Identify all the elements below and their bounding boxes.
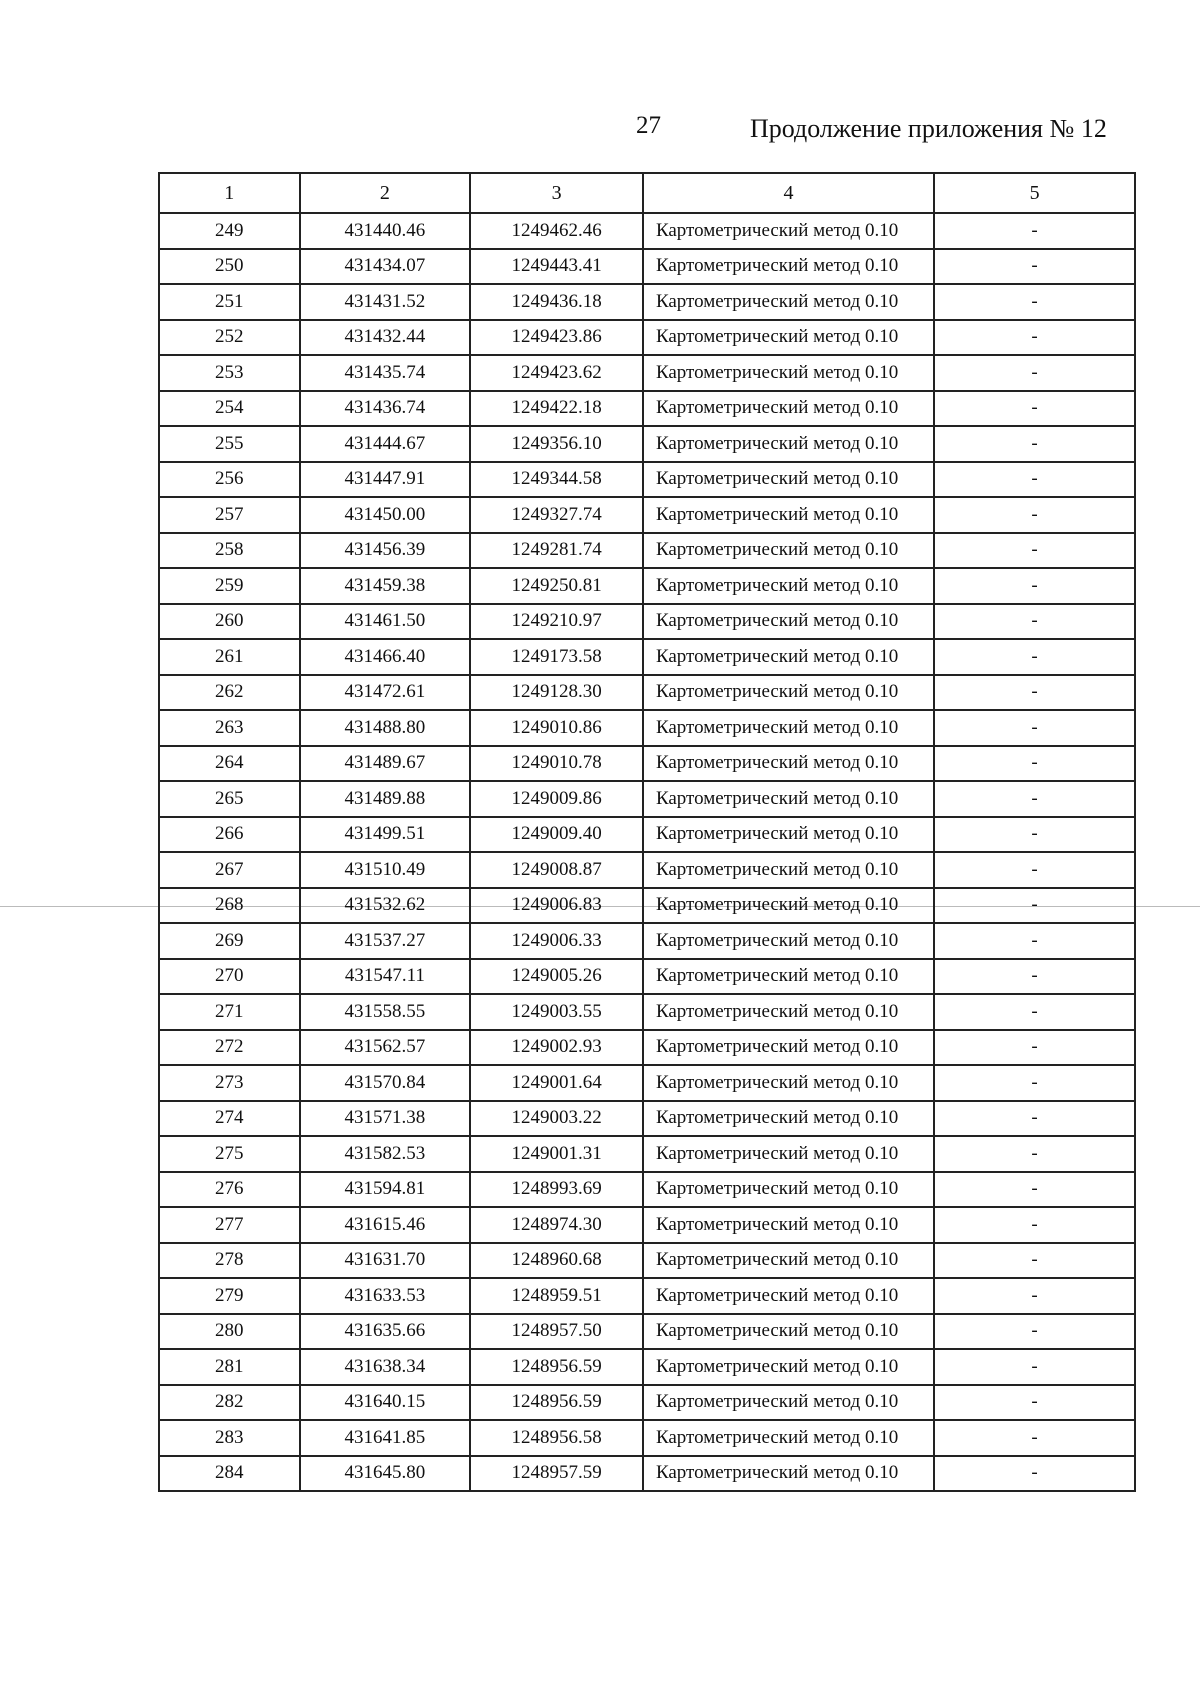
method-cell: Картометрический метод 0.10: [643, 426, 934, 462]
y-coordinate-cell: 1249006.33: [470, 923, 643, 959]
y-coordinate-cell: 1249281.74: [470, 533, 643, 569]
table-row: [159, 1207, 1135, 1243]
y-coordinate-cell: 1248960.68: [470, 1243, 643, 1279]
y-coordinate-cell: 1249005.26: [470, 959, 643, 995]
point-number-cell: 264: [159, 746, 300, 782]
table-row: [159, 1278, 1135, 1314]
note-cell: -: [934, 959, 1135, 995]
x-coordinate-cell: 431489.67: [300, 746, 471, 782]
method-cell: Картометрический метод 0.10: [643, 1030, 934, 1066]
point-number-cell: 270: [159, 959, 300, 995]
x-coordinate-cell: 431570.84: [300, 1065, 471, 1101]
method-cell: Картометрический метод 0.10: [643, 746, 934, 782]
method-cell: Картометрический метод 0.10: [643, 1420, 934, 1456]
x-coordinate-cell: 431472.61: [300, 675, 471, 711]
x-coordinate-cell: 431488.80: [300, 710, 471, 746]
point-number-cell: 250: [159, 249, 300, 285]
point-number-cell: 280: [159, 1314, 300, 1350]
x-coordinate-cell: 431459.38: [300, 568, 471, 604]
y-coordinate-cell: 1249210.97: [470, 604, 643, 640]
note-cell: -: [934, 1172, 1135, 1208]
note-cell: -: [934, 1207, 1135, 1243]
note-cell: -: [934, 284, 1135, 320]
table-row: [159, 213, 1135, 249]
point-number-cell: 249: [159, 213, 300, 249]
table-row: [159, 639, 1135, 675]
y-coordinate-cell: 1249003.22: [470, 1101, 643, 1137]
method-cell: Картометрический метод 0.10: [643, 1456, 934, 1492]
table-row: [159, 497, 1135, 533]
y-coordinate-cell: 1248957.59: [470, 1456, 643, 1492]
table-row: [159, 675, 1135, 711]
column-header: 1: [159, 173, 300, 213]
method-cell: Картометрический метод 0.10: [643, 852, 934, 888]
x-coordinate-cell: 431456.39: [300, 533, 471, 569]
x-coordinate-cell: 431434.07: [300, 249, 471, 285]
point-number-cell: 259: [159, 568, 300, 604]
point-number-cell: 281: [159, 1349, 300, 1385]
method-cell: Картометрический метод 0.10: [643, 710, 934, 746]
x-coordinate-cell: 431447.91: [300, 462, 471, 498]
point-number-cell: 267: [159, 852, 300, 888]
x-coordinate-cell: 431558.55: [300, 994, 471, 1030]
column-header: 5: [934, 173, 1135, 213]
y-coordinate-cell: 1249006.83: [470, 888, 643, 924]
table-row: [159, 320, 1135, 356]
appendix-title: Продолжение приложения № 12: [750, 114, 1107, 143]
y-coordinate-cell: 1249462.46: [470, 213, 643, 249]
y-coordinate-cell: 1249008.87: [470, 852, 643, 888]
table-row: [159, 1420, 1135, 1456]
x-coordinate-cell: 431432.44: [300, 320, 471, 356]
point-number-cell: 251: [159, 284, 300, 320]
note-cell: -: [934, 462, 1135, 498]
y-coordinate-cell: 1248956.59: [470, 1349, 643, 1385]
x-coordinate-cell: 431436.74: [300, 391, 471, 427]
x-coordinate-cell: 431641.85: [300, 1420, 471, 1456]
table-row: [159, 604, 1135, 640]
method-cell: Картометрический метод 0.10: [643, 1385, 934, 1421]
point-number-cell: 277: [159, 1207, 300, 1243]
x-coordinate-cell: 431435.74: [300, 355, 471, 391]
point-number-cell: 275: [159, 1136, 300, 1172]
y-coordinate-cell: 1248959.51: [470, 1278, 643, 1314]
note-cell: -: [934, 533, 1135, 569]
x-coordinate-cell: 431582.53: [300, 1136, 471, 1172]
note-cell: -: [934, 1278, 1135, 1314]
method-cell: Картометрический метод 0.10: [643, 888, 934, 924]
point-number-cell: 272: [159, 1030, 300, 1066]
table-row: [159, 710, 1135, 746]
method-cell: Картометрический метод 0.10: [643, 923, 934, 959]
method-cell: Картометрический метод 0.10: [643, 249, 934, 285]
table-row: [159, 1243, 1135, 1279]
table-row: [159, 1456, 1135, 1492]
point-number-cell: 282: [159, 1385, 300, 1421]
method-cell: Картометрический метод 0.10: [643, 1278, 934, 1314]
method-cell: Картометрический метод 0.10: [643, 675, 934, 711]
note-cell: -: [934, 320, 1135, 356]
column-header: 3: [470, 173, 643, 213]
method-cell: Картометрический метод 0.10: [643, 1172, 934, 1208]
method-cell: Картометрический метод 0.10: [643, 568, 934, 604]
table-body: [159, 213, 1135, 1491]
x-coordinate-cell: 431547.11: [300, 959, 471, 995]
note-cell: -: [934, 604, 1135, 640]
method-cell: Картометрический метод 0.10: [643, 1314, 934, 1350]
method-cell: Картометрический метод 0.10: [643, 320, 934, 356]
note-cell: -: [934, 1030, 1135, 1066]
method-cell: Картометрический метод 0.10: [643, 781, 934, 817]
x-coordinate-cell: 431571.38: [300, 1101, 471, 1137]
table-row: [159, 284, 1135, 320]
note-cell: -: [934, 1314, 1135, 1350]
x-coordinate-cell: 431640.15: [300, 1385, 471, 1421]
page-number: 27: [636, 112, 661, 139]
note-cell: -: [934, 923, 1135, 959]
method-cell: Картометрический метод 0.10: [643, 284, 934, 320]
x-coordinate-cell: 431461.50: [300, 604, 471, 640]
x-coordinate-cell: 431635.66: [300, 1314, 471, 1350]
x-coordinate-cell: 431510.49: [300, 852, 471, 888]
method-cell: Картометрический метод 0.10: [643, 994, 934, 1030]
x-coordinate-cell: 431450.00: [300, 497, 471, 533]
point-number-cell: 276: [159, 1172, 300, 1208]
point-number-cell: 278: [159, 1243, 300, 1279]
note-cell: -: [934, 249, 1135, 285]
note-cell: -: [934, 852, 1135, 888]
point-number-cell: 253: [159, 355, 300, 391]
point-number-cell: 254: [159, 391, 300, 427]
point-number-cell: 279: [159, 1278, 300, 1314]
point-number-cell: 263: [159, 710, 300, 746]
note-cell: -: [934, 213, 1135, 249]
note-cell: -: [934, 568, 1135, 604]
method-cell: Картометрический метод 0.10: [643, 1065, 934, 1101]
table-row: [159, 1136, 1135, 1172]
note-cell: -: [934, 781, 1135, 817]
table-row: [159, 923, 1135, 959]
table-row: [159, 1349, 1135, 1385]
method-cell: Картометрический метод 0.10: [643, 639, 934, 675]
point-number-cell: 271: [159, 994, 300, 1030]
x-coordinate-cell: 431631.70: [300, 1243, 471, 1279]
y-coordinate-cell: 1249250.81: [470, 568, 643, 604]
point-number-cell: 266: [159, 817, 300, 853]
note-cell: -: [934, 746, 1135, 782]
method-cell: Картометрический метод 0.10: [643, 213, 934, 249]
point-number-cell: 265: [159, 781, 300, 817]
note-cell: -: [934, 1243, 1135, 1279]
y-coordinate-cell: 1249009.40: [470, 817, 643, 853]
x-coordinate-cell: 431638.34: [300, 1349, 471, 1385]
note-cell: -: [934, 1456, 1135, 1492]
x-coordinate-cell: 431562.57: [300, 1030, 471, 1066]
note-cell: -: [934, 497, 1135, 533]
x-coordinate-cell: 431489.88: [300, 781, 471, 817]
column-header: 2: [300, 173, 471, 213]
y-coordinate-cell: 1249001.64: [470, 1065, 643, 1101]
table-row: [159, 1030, 1135, 1066]
y-coordinate-cell: 1248957.50: [470, 1314, 643, 1350]
x-coordinate-cell: 431431.52: [300, 284, 471, 320]
note-cell: -: [934, 710, 1135, 746]
note-cell: -: [934, 1065, 1135, 1101]
table-row: [159, 1385, 1135, 1421]
y-coordinate-cell: 1249001.31: [470, 1136, 643, 1172]
table-row: [159, 1101, 1135, 1137]
method-cell: Картометрический метод 0.10: [643, 959, 934, 995]
y-coordinate-cell: 1249003.55: [470, 994, 643, 1030]
table-row: [159, 355, 1135, 391]
point-number-cell: 268: [159, 888, 300, 924]
table-row: [159, 533, 1135, 569]
method-cell: Картометрический метод 0.10: [643, 391, 934, 427]
method-cell: Картометрический метод 0.10: [643, 533, 934, 569]
method-cell: Картометрический метод 0.10: [643, 462, 934, 498]
y-coordinate-cell: 1249002.93: [470, 1030, 643, 1066]
point-number-cell: 283: [159, 1420, 300, 1456]
x-coordinate-cell: 431444.67: [300, 426, 471, 462]
y-coordinate-cell: 1249128.30: [470, 675, 643, 711]
table-row: [159, 568, 1135, 604]
x-coordinate-cell: 431645.80: [300, 1456, 471, 1492]
y-coordinate-cell: 1249422.18: [470, 391, 643, 427]
method-cell: Картометрический метод 0.10: [643, 817, 934, 853]
coordinates-table: [158, 172, 1136, 1492]
y-coordinate-cell: 1248993.69: [470, 1172, 643, 1208]
point-number-cell: 257: [159, 497, 300, 533]
point-number-cell: 273: [159, 1065, 300, 1101]
point-number-cell: 274: [159, 1101, 300, 1137]
table-row: [159, 249, 1135, 285]
point-number-cell: 260: [159, 604, 300, 640]
table-row: [159, 817, 1135, 853]
x-coordinate-cell: 431594.81: [300, 1172, 471, 1208]
note-cell: -: [934, 426, 1135, 462]
column-header: 4: [643, 173, 934, 213]
y-coordinate-cell: 1248974.30: [470, 1207, 643, 1243]
point-number-cell: 262: [159, 675, 300, 711]
note-cell: -: [934, 639, 1135, 675]
table-row: [159, 1314, 1135, 1350]
table-row: [159, 391, 1135, 427]
x-coordinate-cell: 431532.62: [300, 888, 471, 924]
x-coordinate-cell: 431440.46: [300, 213, 471, 249]
y-coordinate-cell: 1249356.10: [470, 426, 643, 462]
table-row: [159, 1065, 1135, 1101]
table-row: [159, 852, 1135, 888]
table-header-row: [159, 173, 1135, 213]
table-row: [159, 426, 1135, 462]
method-cell: Картометрический метод 0.10: [643, 1349, 934, 1385]
y-coordinate-cell: 1249443.41: [470, 249, 643, 285]
x-coordinate-cell: 431615.46: [300, 1207, 471, 1243]
x-coordinate-cell: 431633.53: [300, 1278, 471, 1314]
note-cell: -: [934, 817, 1135, 853]
method-cell: Картометрический метод 0.10: [643, 604, 934, 640]
x-coordinate-cell: 431499.51: [300, 817, 471, 853]
y-coordinate-cell: 1249009.86: [470, 781, 643, 817]
y-coordinate-cell: 1249436.18: [470, 284, 643, 320]
table-row: [159, 746, 1135, 782]
table-row: [159, 462, 1135, 498]
point-number-cell: 256: [159, 462, 300, 498]
note-cell: -: [934, 994, 1135, 1030]
point-number-cell: 261: [159, 639, 300, 675]
point-number-cell: 255: [159, 426, 300, 462]
y-coordinate-cell: 1249010.86: [470, 710, 643, 746]
table-row: [159, 1172, 1135, 1208]
method-cell: Картометрический метод 0.10: [643, 1101, 934, 1137]
y-coordinate-cell: 1249423.86: [470, 320, 643, 356]
x-coordinate-cell: 431537.27: [300, 923, 471, 959]
table-row: [159, 959, 1135, 995]
note-cell: -: [934, 391, 1135, 427]
y-coordinate-cell: 1249327.74: [470, 497, 643, 533]
y-coordinate-cell: 1249173.58: [470, 639, 643, 675]
y-coordinate-cell: 1248956.59: [470, 1385, 643, 1421]
note-cell: -: [934, 1136, 1135, 1172]
method-cell: Картометрический метод 0.10: [643, 497, 934, 533]
note-cell: -: [934, 355, 1135, 391]
table-row: [159, 994, 1135, 1030]
y-coordinate-cell: 1249010.78: [470, 746, 643, 782]
note-cell: -: [934, 675, 1135, 711]
point-number-cell: 284: [159, 1456, 300, 1492]
note-cell: -: [934, 888, 1135, 924]
point-number-cell: 269: [159, 923, 300, 959]
note-cell: -: [934, 1385, 1135, 1421]
point-number-cell: 258: [159, 533, 300, 569]
method-cell: Картометрический метод 0.10: [643, 1136, 934, 1172]
y-coordinate-cell: 1249344.58: [470, 462, 643, 498]
table-row: [159, 888, 1135, 924]
method-cell: Картометрический метод 0.10: [643, 355, 934, 391]
method-cell: Картометрический метод 0.10: [643, 1243, 934, 1279]
method-cell: Картометрический метод 0.10: [643, 1207, 934, 1243]
table-row: [159, 781, 1135, 817]
point-number-cell: 252: [159, 320, 300, 356]
y-coordinate-cell: 1249423.62: [470, 355, 643, 391]
note-cell: -: [934, 1349, 1135, 1385]
x-coordinate-cell: 431466.40: [300, 639, 471, 675]
note-cell: -: [934, 1101, 1135, 1137]
y-coordinate-cell: 1248956.58: [470, 1420, 643, 1456]
note-cell: -: [934, 1420, 1135, 1456]
